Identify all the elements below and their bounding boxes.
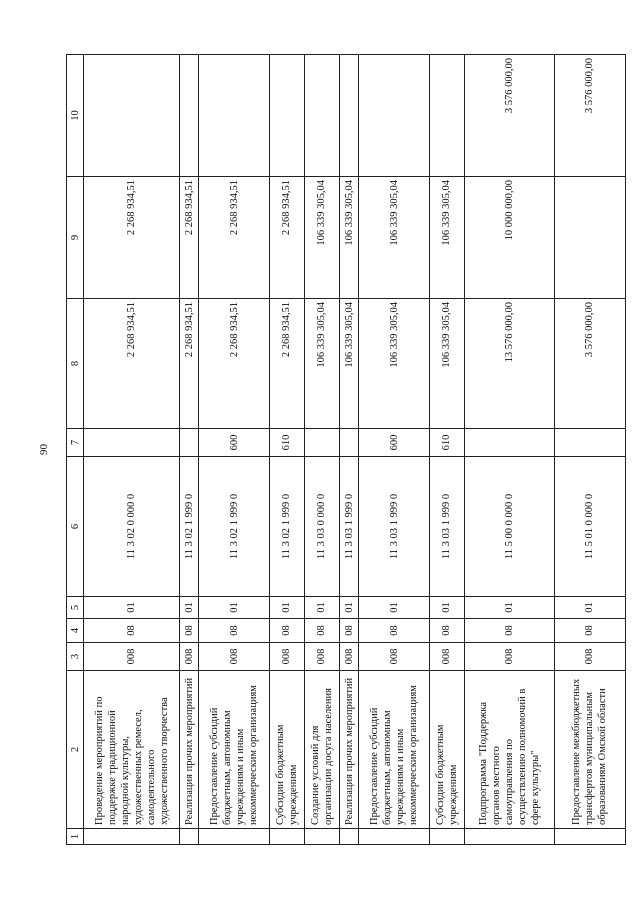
cell-code-4: 08: [304, 619, 340, 643]
cell-code-3: 008: [430, 643, 464, 671]
cell-code-7: [340, 429, 359, 457]
cell-amount-10: 3 576 000,00: [464, 55, 554, 177]
cell-code-4: 08: [199, 619, 270, 643]
cell-amount-9: 2 268 934,51: [199, 177, 270, 299]
cell-amount-9: [554, 177, 625, 299]
cell-code-5: 01: [430, 597, 464, 619]
table-row: [464, 55, 554, 845]
cell-index: [270, 829, 304, 845]
table-row: [554, 55, 625, 845]
page-number: 90: [38, 444, 50, 455]
cell-description: Реализация прочих мероприятий: [180, 671, 199, 829]
cell-index: [180, 829, 199, 845]
column-header: 8: [67, 299, 84, 429]
cell-amount-9: 106 339 305,04: [430, 177, 464, 299]
cell-code-4: 08: [359, 619, 430, 643]
cell-index: [84, 829, 180, 845]
budget-table: [66, 54, 626, 845]
cell-code-4: 08: [554, 619, 625, 643]
cell-amount-8: 106 339 305,04: [359, 299, 430, 429]
cell-code-7: [84, 429, 180, 457]
cell-code-7: 610: [430, 429, 464, 457]
cell-description: Предоставление субсидий бюджетным, автономным учреждениям и иным некоммерческим организациям: [199, 671, 270, 829]
cell-code-6: 11 3 02 0 000 0: [84, 457, 180, 597]
cell-code-4: 08: [180, 619, 199, 643]
cell-code-3: 008: [180, 643, 199, 671]
cell-code-7: [554, 429, 625, 457]
cell-code-4: 08: [464, 619, 554, 643]
cell-amount-9: 2 268 934,51: [84, 177, 180, 299]
cell-code-7: [304, 429, 340, 457]
cell-code-4: 08: [84, 619, 180, 643]
cell-description: Предоставление межбюджетных трансфертов муниципальным образованиям Омской области: [554, 671, 625, 829]
cell-code-5: 01: [199, 597, 270, 619]
cell-amount-10: [359, 55, 430, 177]
cell-index: [199, 829, 270, 845]
cell-code-6: 11 5 00 0 000 0: [464, 457, 554, 597]
cell-amount-10: [84, 55, 180, 177]
cell-amount-8: 106 339 305,04: [304, 299, 340, 429]
cell-code-6: 11 3 03 1 999 0: [430, 457, 464, 597]
cell-amount-10: 3 576 000,00: [554, 55, 625, 177]
column-header: 6: [67, 457, 84, 597]
cell-code-5: 01: [554, 597, 625, 619]
cell-code-7: 600: [359, 429, 430, 457]
cell-code-3: 008: [340, 643, 359, 671]
cell-code-5: 01: [304, 597, 340, 619]
column-header: 1: [67, 829, 84, 845]
cell-code-4: 08: [430, 619, 464, 643]
cell-code-7: 610: [270, 429, 304, 457]
cell-code-6: 11 3 03 1 999 0: [340, 457, 359, 597]
cell-code-3: 008: [554, 643, 625, 671]
cell-code-6: 11 5 01 0 000 0: [554, 457, 625, 597]
cell-description: Предоставление субсидий бюджетным, автономным учреждениям и иным некоммерческим организациям: [359, 671, 430, 829]
cell-amount-8: 13 576 000,00: [464, 299, 554, 429]
cell-index: [430, 829, 464, 845]
cell-description: Субсидии бюджетным учреждениям: [430, 671, 464, 829]
table-row: [180, 55, 199, 845]
cell-amount-10: [304, 55, 340, 177]
cell-code-6: 11 3 02 1 999 0: [180, 457, 199, 597]
cell-amount-8: 106 339 305,04: [340, 299, 359, 429]
table-row: [430, 55, 464, 845]
table-row: [304, 55, 340, 845]
table-row: [340, 55, 359, 845]
cell-code-6: 11 3 02 1 999 0: [199, 457, 270, 597]
column-header: 7: [67, 429, 84, 457]
cell-description: Субсидии бюджетным учреждениям: [270, 671, 304, 829]
cell-amount-8: 3 576 000,00: [554, 299, 625, 429]
cell-amount-8: 106 339 305,04: [430, 299, 464, 429]
cell-description: Проведение мероприятий по поддержке традиционной народной культуры, художественных ремесел, самодеятельного художественного творчества: [84, 671, 180, 829]
cell-index: [464, 829, 554, 845]
cell-amount-10: [180, 55, 199, 177]
cell-index: [304, 829, 340, 845]
cell-index: [359, 829, 430, 845]
cell-code-6: 11 3 03 0 000 0: [304, 457, 340, 597]
cell-amount-8: 2 268 934,51: [270, 299, 304, 429]
column-header: 4: [67, 619, 84, 643]
cell-index: [340, 829, 359, 845]
cell-amount-9: 2 268 934,51: [180, 177, 199, 299]
column-header: 5: [67, 597, 84, 619]
cell-amount-10: [340, 55, 359, 177]
table-row: [270, 55, 304, 845]
cell-code-3: 008: [270, 643, 304, 671]
cell-index: [554, 829, 625, 845]
table-row: [84, 55, 180, 845]
cell-description: Реализация прочих мероприятий: [340, 671, 359, 829]
header-row: [67, 55, 84, 845]
cell-code-7: [180, 429, 199, 457]
column-header: 3: [67, 643, 84, 671]
cell-code-3: 008: [464, 643, 554, 671]
cell-code-3: 008: [84, 643, 180, 671]
cell-amount-8: 2 268 934,51: [199, 299, 270, 429]
cell-amount-8: 2 268 934,51: [84, 299, 180, 429]
table-row: [359, 55, 430, 845]
table-row: [199, 55, 270, 845]
cell-description: Подпрограмма "Поддержка органов местного самоуправления по осуществлению полномочий в сфере культуры": [464, 671, 554, 829]
cell-code-5: 01: [464, 597, 554, 619]
cell-code-3: 008: [359, 643, 430, 671]
cell-amount-10: [430, 55, 464, 177]
cell-amount-8: 2 268 934,51: [180, 299, 199, 429]
cell-amount-9: 10 000 000,00: [464, 177, 554, 299]
cell-code-5: 01: [180, 597, 199, 619]
cell-code-5: 01: [359, 597, 430, 619]
cell-amount-9: 106 339 305,04: [359, 177, 430, 299]
cell-amount-9: 2 268 934,51: [270, 177, 304, 299]
cell-amount-9: 106 339 305,04: [340, 177, 359, 299]
cell-amount-10: [199, 55, 270, 177]
cell-code-3: 008: [199, 643, 270, 671]
cell-code-7: 600: [199, 429, 270, 457]
rotated-table-container: [66, 55, 626, 845]
cell-code-4: 08: [270, 619, 304, 643]
column-header: 10: [67, 55, 84, 177]
column-header: 2: [67, 671, 84, 829]
cell-amount-9: 106 339 305,04: [304, 177, 340, 299]
cell-code-5: 01: [270, 597, 304, 619]
cell-code-6: 11 3 02 1 999 0: [270, 457, 304, 597]
cell-code-6: 11 3 03 1 999 0: [359, 457, 430, 597]
cell-code-4: 08: [340, 619, 359, 643]
cell-code-5: 01: [84, 597, 180, 619]
cell-code-7: [464, 429, 554, 457]
cell-code-5: 01: [340, 597, 359, 619]
cell-amount-10: [270, 55, 304, 177]
cell-description: Создание условий для организации досуга населения: [304, 671, 340, 829]
cell-code-3: 008: [304, 643, 340, 671]
column-header: 9: [67, 177, 84, 299]
